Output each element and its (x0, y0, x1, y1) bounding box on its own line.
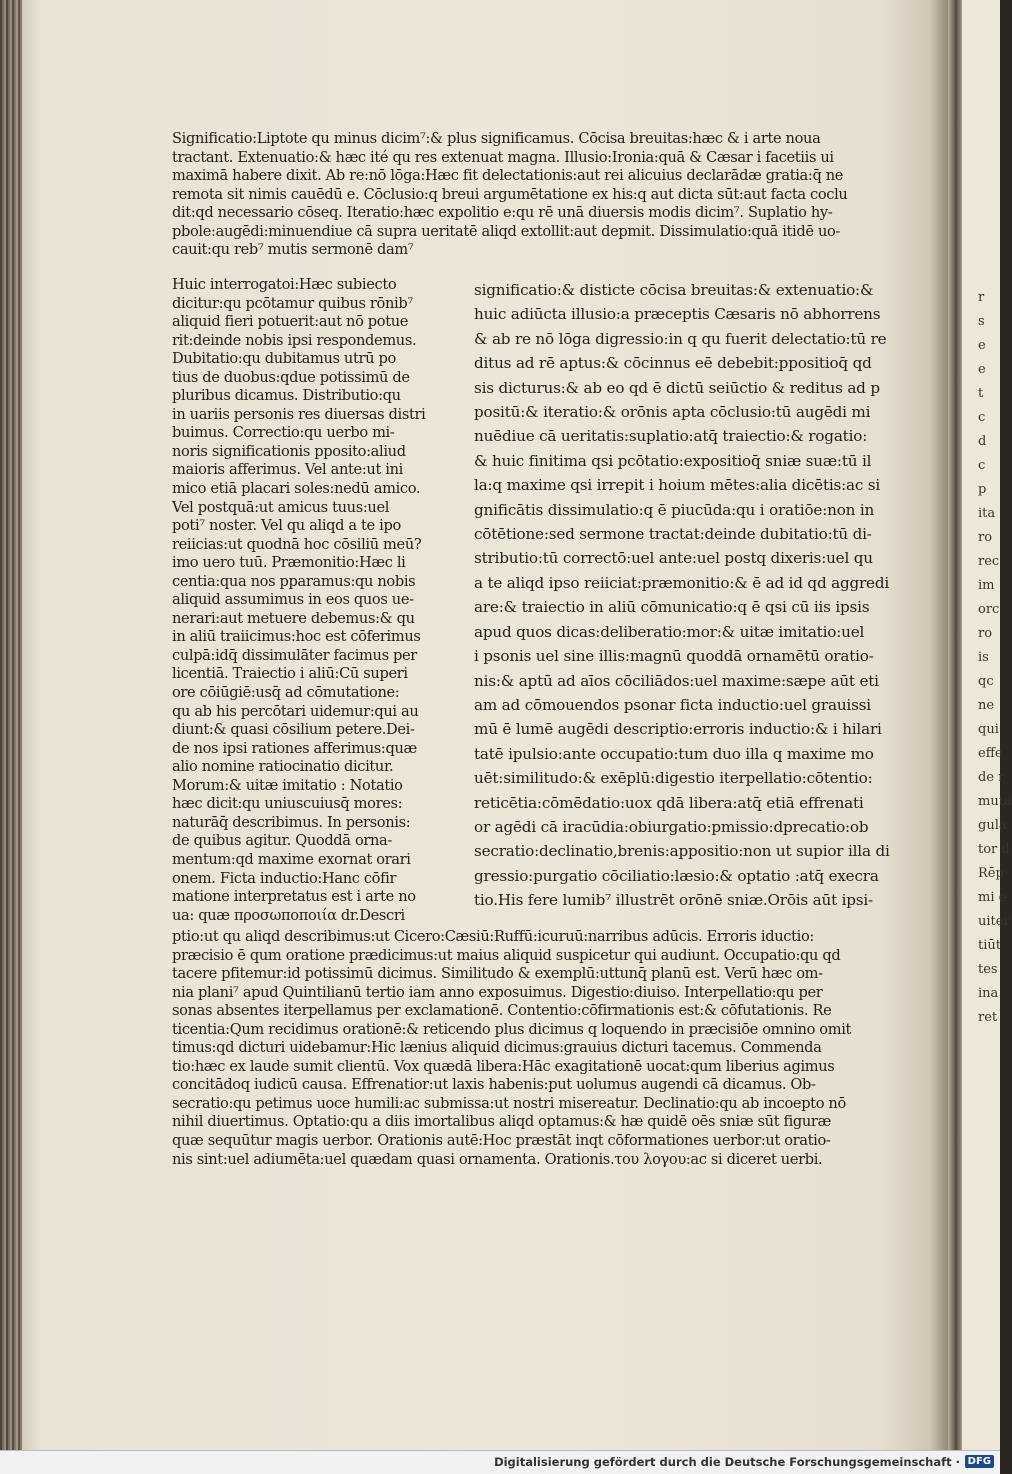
facing-page-fragment: ro (978, 530, 993, 545)
facing-page-fragment: im (978, 578, 995, 593)
text-line: timus:qd dicturi uidebamur:Hic lænius aliquid dicimus:grauius dicturi tacemus. Commenda (172, 1039, 822, 1057)
main-text-right-column (474, 278, 932, 913)
text-line: centia:qua nos pparamus:qu nobis (172, 572, 416, 590)
text-line: secratio:qu petimus uoce humili:ac submissa:ut nostri misereatur. Declinatio:qu ab incoepto nō (172, 1094, 846, 1112)
text-line: naturāq̄ describimus. In personis: (172, 813, 411, 831)
text-line: pbole:augēdi:minuendiue cā supra ueritatē aliqd extollit:aut depmit. Dissimulatio:quā itidē uo- (172, 222, 841, 240)
text-line: Morum:& uitæ imitatio : Notatio (172, 776, 403, 794)
text-line: in uariis personis res diuersas distri (172, 405, 426, 423)
facing-page-fragment: p (978, 482, 987, 497)
facing-page-fragment: ina (978, 986, 999, 1001)
text-line: concitādoq iudicū causa. Effrenatior:ut laxis habenis:put uolumus augendi cā dicamus. Ob- (172, 1076, 816, 1094)
dfg-logo: DFG (965, 1455, 994, 1468)
facing-page-fragment: qc (978, 674, 994, 689)
text-line: tio.His fere lumib⁷ illustrēt orōnē sniæ.Orōis aūt ipsi- (474, 891, 873, 910)
text-line: huic adiūcta illusio:a præceptis Cæsaris nō abhorrens (474, 305, 881, 324)
text-line: dicitur:qu pcōtamur quibus rōnib⁷ (172, 294, 413, 312)
text-line: diunt:& quasi cōsilium petere.Dei- (172, 721, 415, 739)
facing-page-fragment: c (978, 410, 986, 425)
text-line: i psonis uel sine illis:magnū quoddā ornamētū oratio- (474, 647, 874, 666)
text-line: gressio:purgatio cōciliatio:læsio:& optatio :atq̄ execra (474, 866, 879, 885)
text-line: hæc dicit:qu uniuscuiusq̄ mores: (172, 795, 403, 813)
text-line: Vel postquā:ut amicus tuus:uel (172, 498, 390, 516)
text-line: Significatio:Liptote qu minus dicim⁷:& plus significamus. Cōcisa breuitas:hæc & i arte noua (172, 130, 821, 147)
text-line: ditus ad rē aptus:& cōcinnus eē debebit:ppositioq̄ qd (474, 354, 872, 373)
facing-page-fragment: rec (978, 554, 1000, 569)
facing-page-fragment: tes (978, 962, 998, 977)
text-line: qu ab his percōtari uidemur:qui au (172, 702, 419, 720)
text-line: cauit:qu reb⁷ mutis sermonē dam⁷ (172, 241, 414, 259)
text-line: tacere pfitemur:id potissimū dicimus. Similitudo & exemplū:uttunq̄ planū est. Verū hæc om- (172, 965, 823, 983)
top-text-block (172, 130, 932, 260)
text-line: uēt:similitudo:& exēplū:digestio iterpellatio:cōtentio: (474, 769, 873, 788)
text-line: poti⁷ noster. Vel qu aliqd a te ipo (172, 517, 401, 535)
text-line: alio nomine ratiocinatio dicitur. (172, 758, 394, 776)
text-line: positū:& iteratio:& orōnis apta cōclusio:tū augēdi mi (474, 403, 871, 422)
text-line: de quibus agitur. Quoddā orna- (172, 832, 392, 850)
text-line: & huic finitima qsi pcōtatio:expositioq̄ sniæ suæ:tū il (474, 451, 872, 470)
facing-page-fragment: tiūt (978, 938, 1001, 953)
facing-page-fragment: ro (978, 626, 993, 641)
text-line: tractant. Extenuatio:& hæc ité qu res extenuat magna. Illusio:Ironia:quā & Cæsar i facetiis ui (172, 148, 834, 166)
text-line: ua: quæ προσωποποιία dr.Descri (172, 906, 405, 924)
text-line: am ad cōmouendos psonar ficta inductio:uel grauissi (474, 695, 871, 714)
text-line: tio:hæc ex laude sumit clientū. Vox quædā libera:Hāc exagitationē uocat:qum liberius agimus (172, 1057, 835, 1075)
facing-page-edge (962, 0, 1012, 1450)
text-line: a te aliqd ipso reiiciat:præmonitio:& ē ad id qd aggredi (474, 573, 890, 592)
text-line: de nos ipsi rationes afferimus:quæ (172, 739, 417, 757)
facing-page-fragment: qui (978, 722, 999, 737)
text-line: nihil diuertimus. Optatio:qu a diis imortalibus aliqd optamus:& hæ quidē oēs sniæ sūt figuræ (172, 1113, 831, 1131)
text-line: gnificātis dissimulatio:q ē piucūda:qu i oratiōe:non in (474, 500, 875, 519)
text-line: apud quos dicas:deliberatio:mor:& uitæ imitatio:uel (474, 622, 865, 641)
facing-page-fragment: d (978, 434, 987, 449)
text-line: reticētia:cōmēdatio:uox qdā libera:atq̄ etiā effrenati (474, 793, 864, 812)
text-line: nia plani⁷ apud Quintilianū tertio iam anno exposuimus. Digestio:diuiso. Interpellatio:qu per (172, 983, 823, 1001)
text-line: cōtētione:sed sermone tractat:deinde dubitatio:tū di- (474, 525, 872, 544)
text-line: & ab re nō lōga digressio:in q qu fuerit delectatio:tū re (474, 329, 887, 348)
text-line: nis sint:uel adiumēta:uel quædam quasi ornamenta. Orationis.του λογου:ac si diceret uerbi. (172, 1150, 823, 1168)
text-line: aliquid assumimus in eos quos ue- (172, 591, 414, 609)
text-line: onem. Ficta inductio:Hanc cōfir (172, 869, 397, 887)
text-line: culpā:idq̄ dissimulāter facimus per (172, 646, 417, 664)
text-line: nerari:aut metuere debemus:& qu (172, 609, 415, 627)
text-line: tius de duobus:qdue potissimū de (172, 368, 410, 386)
text-line: Huic interrogatoi:Hæc subiecto (172, 276, 397, 293)
text-line: quæ sequūtur magis uerbor. Orationis autē:Hoc præstāt inqt cōformationes uerbor:ut oratio- (172, 1132, 831, 1150)
text-line: pluribus dicamus. Distributio:qu (172, 387, 401, 405)
text-line: stributio:tū correctō:uel ante:uel postq dixeris:uel qu (474, 549, 873, 568)
text-line: ticentia:Qum recidimus orationē:& reticendo plus dicimus q loquendo in præcisiōe omnino omit (172, 1020, 852, 1038)
text-line: Dubitatio:qu dubitamus utrū po (172, 350, 396, 368)
text-line: mentum:qd maxime exornat orari (172, 850, 411, 868)
facing-page-fragment: s (978, 314, 985, 329)
bottom-text-block (172, 928, 932, 1169)
text-line: licentiā. Traiectio i aliū:Cū superi (172, 665, 408, 683)
facing-page-fragment: orc (978, 602, 1000, 617)
text-line: secratio:declinatio,brenis:appositio:non ut supior illa di (474, 842, 890, 861)
text-line: maximā habere dixit. Ab re:nō lōga:Hæc fit delectationis:aut rei alicuius declarādæ gratia:q̄ ne (172, 167, 844, 185)
facing-page-fragment: mi e (978, 890, 1007, 905)
text-line: tatē ipulsio:ante occupatio:tum duo illa q maxime mo (474, 744, 874, 763)
text-line: aliquid fieri potuerit:aut nō potue (172, 313, 409, 331)
facing-page-fragment: ne (978, 698, 995, 713)
text-line: matione interpretatus est i arte no (172, 888, 416, 906)
book-spine (948, 0, 962, 1450)
text-line: in aliū traiicimus:hoc est cōferimus (172, 628, 421, 646)
facing-page-fragment: r (978, 290, 985, 305)
text-line: sis dicturus:& ab eo qd ē dictū seiūctio & reditus ad p (474, 378, 880, 397)
facing-page-fragment: is (978, 650, 989, 665)
text-line: or agēdi cā iracūdia:obiurgatio:pmissio:dprecatio:ob (474, 817, 869, 836)
facing-page-fragment: ita (978, 506, 996, 521)
text-line: ore cōiūgiē:usq̄ ad cōmutatione: (172, 684, 400, 702)
digitization-footer (0, 1450, 1000, 1474)
text-line: nuēdiue cā ueritatis:suplatio:atq̄ traiectio:& rogatio: (474, 427, 868, 446)
text-line: rit:deinde nobis ipsi respondemus. (172, 331, 417, 349)
text-line: sonas absentes iterpellamus per exclamationē. Contentio:cōfirmationis est:& cōfutationis. Re (172, 1002, 832, 1020)
facing-page-fragment: effe (978, 746, 1003, 761)
facing-page-fragment: e (978, 338, 986, 353)
text-line: nis:& aptū ad aīos cōciliādos:uel maxime:sæpe aūt eti (474, 671, 879, 690)
text-line: buimus. Correctio:qu uerbo mi- (172, 424, 395, 442)
text-line: are:& traiectio in aliū cōmunicatio:q ē qsi cū iis ipsis (474, 598, 870, 617)
text-line: mū ē lumē augēdi descriptio:erroris inductio:& i hilari (474, 720, 882, 739)
text-line: imo uero tuū. Præmonitio:Hæc li (172, 554, 406, 572)
text-line: remota sit nimis cauēdū e. Cōclusio:q breui argumētatione ex his:q aut dicta sūt:aut facta coclu (172, 185, 848, 203)
facing-page-fragment: muta (978, 794, 1012, 809)
text-line: la:q maxime qsi irrepit i hoium mētes:alia dicētis:ac si (474, 476, 881, 495)
footer-credit: Digitalisierung gefördert durch die Deutsche Forschungsgemeinschaft · (494, 1455, 960, 1469)
facing-page-fragment: Rēp (978, 866, 1004, 881)
page-edges (0, 0, 22, 1450)
facing-page-fragment: e (978, 362, 986, 377)
text-line: maioris afferimus. Vel ante:ut ini (172, 461, 403, 479)
text-line: mico etiā placari soles:nedū amico. (172, 480, 421, 498)
facing-page-fragment: c (978, 458, 986, 473)
facing-page-fragment: t (978, 386, 984, 401)
facing-page-fragment: gula (978, 818, 1007, 833)
facing-page-fragment: uiter (978, 914, 1010, 929)
text-line: dit:qd necessario cōseq. Iteratio:hæc expolitio e:qu rē unā diuersis modis dicim⁷. Suplatio hy- (172, 204, 833, 222)
text-line: præcisio ē qum oratione prædicimus:ut maius aliquid suspicetur qui audiunt. Occupatio:qu qd (172, 946, 841, 964)
facing-page-fragment: tor d (978, 842, 1010, 857)
text-line: significatio:& disticte cōcisa breuitas:& extenuatio:& (474, 281, 874, 299)
text-line: noris significationis pposito:aliud (172, 442, 406, 460)
facing-page-fragment: de r (978, 770, 1005, 785)
text-line: ptio:ut qu aliqd describimus:ut Cicero:Cæsiū:Ruffū:icuruū:narribus adūcis. Erroris iductio: (172, 928, 814, 945)
facing-page-fragment: ret (978, 1010, 998, 1025)
commentary-left-column (172, 276, 462, 925)
text-line: reiicias:ut quodnā hoc cōsiliū meū? (172, 535, 422, 553)
